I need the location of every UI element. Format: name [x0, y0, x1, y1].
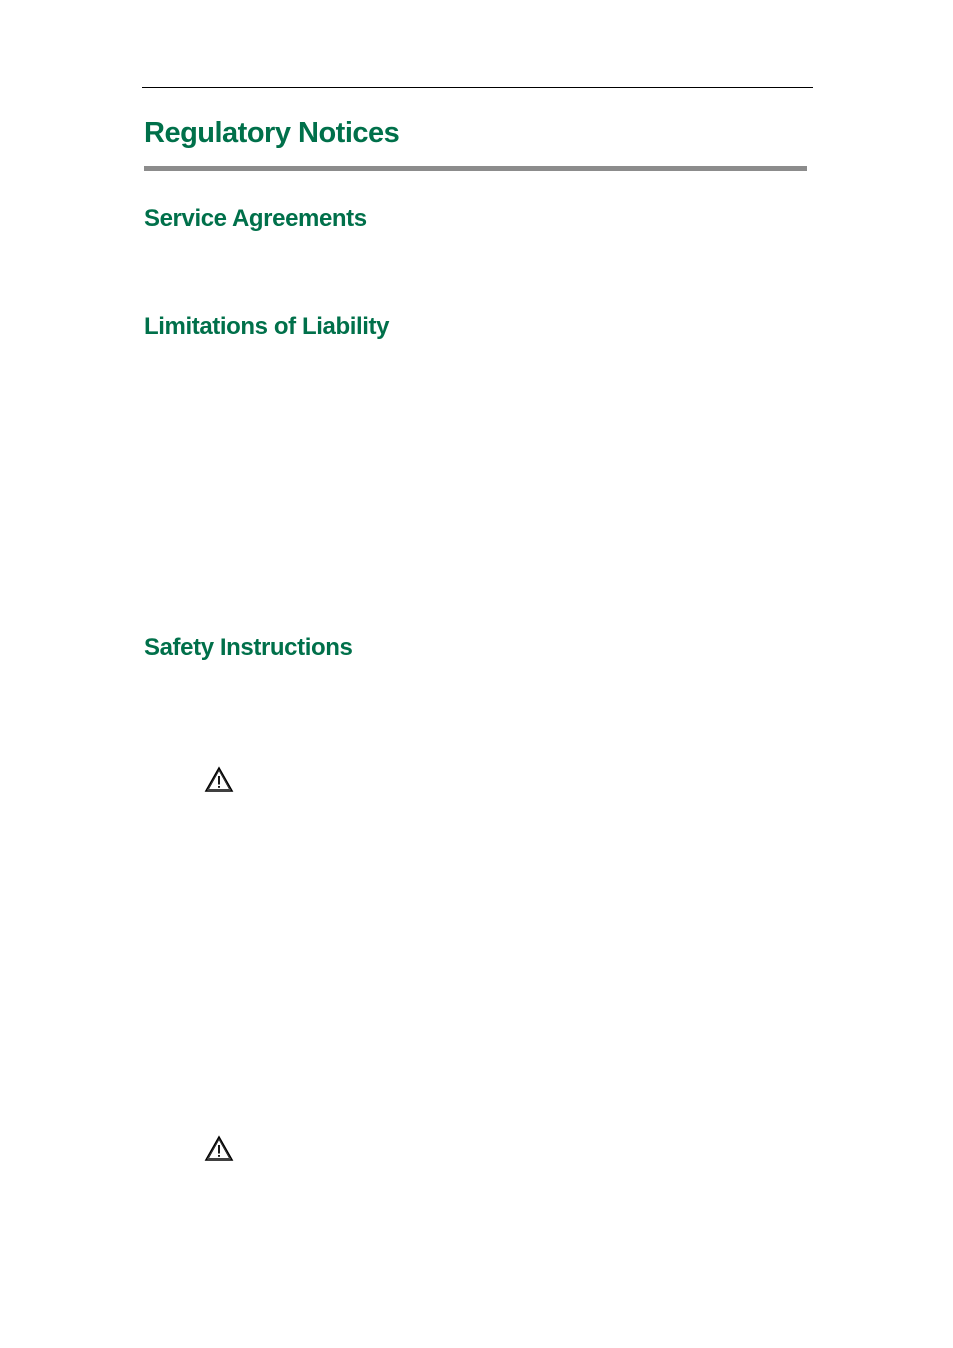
warning-icon — [204, 766, 234, 793]
page-title: Regulatory Notices — [144, 117, 400, 149]
header-rule — [142, 87, 813, 88]
section-heading-limitations-of-liability: Limitations of Liability — [144, 313, 390, 340]
title-underline-bar — [144, 166, 807, 171]
warning-icon — [204, 1135, 234, 1162]
section-heading-safety-instructions: Safety Instructions — [144, 634, 353, 661]
section-heading-service-agreements: Service Agreements — [144, 205, 367, 232]
